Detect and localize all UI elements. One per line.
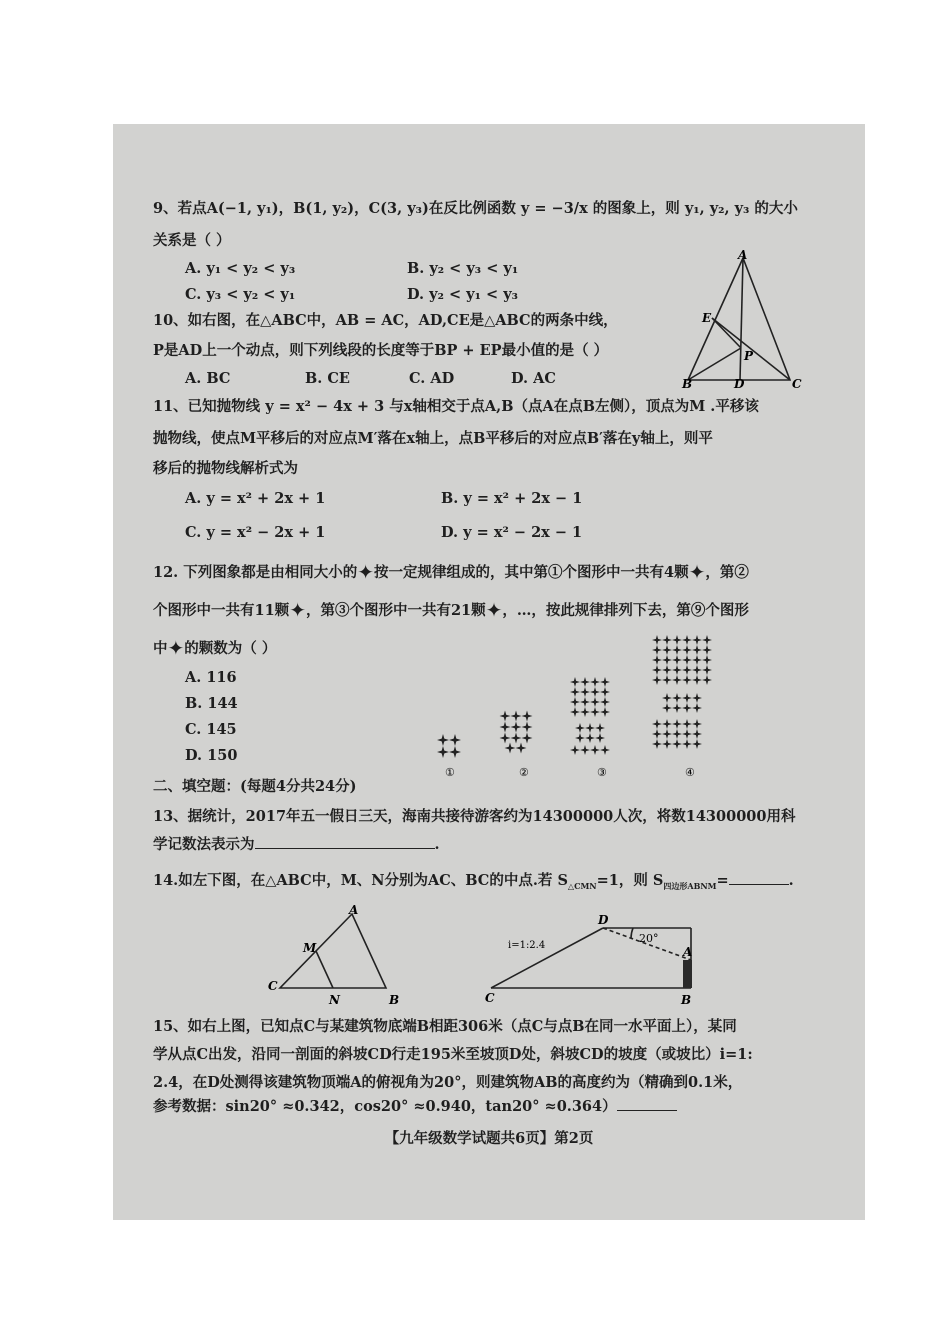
q15-label-d: D bbox=[598, 913, 609, 927]
q13-line2: 学记数法表示为 . bbox=[153, 836, 440, 853]
star-mark bbox=[682, 645, 692, 655]
star-mark bbox=[692, 719, 702, 729]
star-mark bbox=[662, 719, 672, 729]
q15-line3: 2.4，在D处测得该建筑物顶端A的俯视角为20°，则建筑物AB的高度约为（精确到0.1米， bbox=[153, 1074, 743, 1091]
q12-line2: 个图形中一共有11颗✦，第③个图形中一共有21颗✦，…，按此规律排列下去，第⑨个图形 bbox=[153, 598, 749, 622]
q12-star-pattern-figure bbox=[435, 632, 735, 778]
star-mark bbox=[511, 733, 522, 744]
star-mark bbox=[682, 719, 692, 729]
q15-line2: 学从点C出发，沿同一剖面的斜坡CD行走195米至坡顶D处，斜坡CD的坡度（或坡比）i=1: bbox=[153, 1046, 753, 1063]
star-mark bbox=[580, 745, 590, 755]
star-mark bbox=[692, 635, 702, 645]
star-mark bbox=[662, 655, 672, 665]
q14-label-b: B bbox=[389, 993, 400, 1007]
star-mark bbox=[500, 733, 511, 744]
q9-line1: 9、若点A(−1, y₁)，B(1, y₂)，C(3, y₃)在反比例函数 y = −3/x 的图象上，则 y₁, y₂, y₃ 的大小 bbox=[153, 200, 798, 217]
star-mark bbox=[672, 655, 682, 665]
q10-label-d: D bbox=[734, 377, 745, 390]
q15-slope-figure bbox=[483, 904, 713, 1010]
q12-line3: 中✦的颗数为（ ） bbox=[153, 636, 277, 660]
star-mark bbox=[662, 665, 672, 675]
star-mark bbox=[449, 746, 461, 758]
q9-option-c: C. y₃ < y₂ < y₁ bbox=[185, 286, 296, 303]
star-mark bbox=[682, 693, 692, 703]
q15-building bbox=[683, 960, 692, 988]
sparkle-icon: ✦ bbox=[289, 598, 306, 622]
star-mark bbox=[437, 734, 449, 746]
q14-answer-blank[interactable] bbox=[729, 884, 789, 885]
star-mark bbox=[652, 719, 662, 729]
star-mark bbox=[682, 655, 692, 665]
star-mark bbox=[580, 687, 590, 697]
q15-label-c: C bbox=[485, 991, 495, 1005]
star-mark bbox=[449, 734, 461, 746]
star-mark bbox=[662, 675, 672, 685]
star-mark bbox=[590, 687, 600, 697]
star-mark bbox=[672, 693, 682, 703]
star-mark bbox=[580, 707, 590, 717]
q12-fig-label-4: ④ bbox=[685, 766, 695, 778]
star-mark bbox=[692, 693, 702, 703]
q12-option-c: C. 145 bbox=[185, 721, 237, 738]
star-mark bbox=[662, 693, 672, 703]
star-mark bbox=[522, 711, 533, 722]
star-mark bbox=[575, 723, 585, 733]
q11-option-b: B. y = x² + 2x − 1 bbox=[441, 490, 583, 507]
star-mark bbox=[682, 703, 692, 713]
star-mark bbox=[500, 711, 511, 722]
star-mark bbox=[682, 635, 692, 645]
star-mark bbox=[600, 697, 610, 707]
q12-option-a: A. 116 bbox=[185, 669, 237, 686]
q9-line2: 关系是（ ） bbox=[153, 232, 231, 249]
star-mark bbox=[692, 645, 702, 655]
q15-line4: 参考数据：sin20° ≈0.342，cos20° ≈0.940，tan20° ≈0.364） bbox=[153, 1098, 677, 1116]
star-mark bbox=[590, 677, 600, 687]
q15-label-b: B bbox=[681, 993, 692, 1007]
star-mark bbox=[505, 743, 516, 754]
q10-label-b: B bbox=[682, 377, 693, 390]
star-mark bbox=[652, 729, 662, 739]
star-mark bbox=[652, 655, 662, 665]
q11-option-c: C. y = x² − 2x + 1 bbox=[185, 524, 326, 541]
star-mark bbox=[511, 722, 522, 733]
star-mark bbox=[672, 703, 682, 713]
star-mark bbox=[600, 707, 610, 717]
q10-label-a: A bbox=[738, 250, 748, 262]
q11-line2: 抛物线，使点M平移后的对应点M′落在x轴上，点B平移后的对应点B′落在y轴上，则平 bbox=[153, 430, 713, 447]
star-mark bbox=[580, 697, 590, 707]
star-mark bbox=[702, 675, 712, 685]
q10-option-b: B. CE bbox=[305, 370, 350, 387]
q10-triangle-figure bbox=[678, 250, 808, 390]
star-mark bbox=[575, 733, 585, 743]
q11-option-a: A. y = x² + 2x + 1 bbox=[185, 490, 326, 507]
section-fill-in-title: 二、填空题：(每题4分共24分) bbox=[153, 778, 357, 795]
star-mark bbox=[652, 635, 662, 645]
q15-angle-label: 20° bbox=[639, 932, 659, 945]
star-mark bbox=[500, 722, 511, 733]
star-mark bbox=[702, 655, 712, 665]
star-mark bbox=[437, 746, 449, 758]
star-mark bbox=[692, 739, 702, 749]
q12-fig-label-2: ② bbox=[519, 766, 529, 778]
q14-label-a: A bbox=[349, 904, 359, 917]
star-mark bbox=[585, 723, 595, 733]
star-mark bbox=[692, 729, 702, 739]
star-mark bbox=[595, 723, 605, 733]
star-mark bbox=[662, 729, 672, 739]
q11-option-d: D. y = x² − 2x − 1 bbox=[441, 524, 583, 541]
star-mark bbox=[672, 719, 682, 729]
star-mark bbox=[580, 677, 590, 687]
star-mark bbox=[662, 645, 672, 655]
q12-option-b: B. 144 bbox=[185, 695, 238, 712]
q15-answer-blank[interactable] bbox=[617, 1110, 677, 1111]
q9-option-b: B. y₂ < y₃ < y₁ bbox=[407, 260, 519, 277]
q12-fig-label-1: ① bbox=[445, 766, 455, 778]
star-mark bbox=[692, 665, 702, 675]
q12-line1: 12. 下列图象都是由相同大小的✦按一定规律组成的，其中第①个图形中一共有4颗✦，第② bbox=[153, 560, 749, 584]
q9-option-d: D. y₂ < y₁ < y₃ bbox=[407, 286, 518, 303]
q10-label-e: E bbox=[702, 311, 712, 325]
star-mark bbox=[662, 703, 672, 713]
star-mark bbox=[570, 707, 580, 717]
star-mark bbox=[595, 733, 605, 743]
star-mark bbox=[600, 745, 610, 755]
star-mark bbox=[590, 707, 600, 717]
star-mark bbox=[590, 697, 600, 707]
star-mark bbox=[672, 665, 682, 675]
star-mark bbox=[672, 739, 682, 749]
star-mark bbox=[702, 645, 712, 655]
star-mark bbox=[585, 733, 595, 743]
q15-line1: 15、如右上图，已知点C与某建筑物底端B相距306米（点C与点B在同一水平面上），某同 bbox=[153, 1018, 737, 1035]
q10-option-d: D. AC bbox=[511, 370, 556, 387]
q14-label-m: M bbox=[303, 941, 317, 955]
star-mark bbox=[662, 739, 672, 749]
q15-slope-label: i=1:2.4 bbox=[508, 940, 546, 951]
star-mark bbox=[516, 743, 527, 754]
star-mark bbox=[600, 687, 610, 697]
star-mark bbox=[672, 729, 682, 739]
q10-line2: P是AD上一个动点，则下列线段的长度等于BP + EP最小值的是（ ） bbox=[153, 342, 609, 359]
star-mark bbox=[672, 675, 682, 685]
star-mark bbox=[702, 665, 712, 675]
q10-label-p: P bbox=[744, 349, 754, 363]
q10-label-c: C bbox=[792, 377, 802, 390]
q13-answer-blank[interactable] bbox=[255, 848, 435, 849]
star-mark bbox=[672, 645, 682, 655]
q14-triangle-figure bbox=[263, 904, 403, 1010]
star-mark bbox=[652, 739, 662, 749]
q14-label-n: N bbox=[329, 993, 340, 1007]
star-mark bbox=[570, 697, 580, 707]
sparkle-icon: ✦ bbox=[167, 636, 185, 660]
q13-line1: 13、据统计，2017年五一假日三天，海南共接待游客约为14300000人次，将数14300000用科 bbox=[153, 808, 796, 825]
q10-line1: 10、如右图，在△ABC中，AB = AC，AD,CE是△ABC的两条中线， bbox=[153, 312, 618, 329]
q11-line3: 移后的抛物线解析式为 bbox=[153, 460, 298, 477]
star-mark bbox=[570, 745, 580, 755]
q15-label-a: A bbox=[683, 945, 693, 959]
sparkle-icon: ✦ bbox=[485, 598, 503, 622]
q10-option-a: A. BC bbox=[185, 370, 231, 387]
q14-line1: 14.如左下图，在△ABC中，M、N分别为AC、BC的中点.若 $S_{\triangle CMN}=1$，则 $S_{四边形ABNM}=$ . bbox=[153, 872, 794, 891]
star-mark bbox=[702, 635, 712, 645]
q12-fig-label-3: ③ bbox=[597, 766, 607, 778]
star-mark bbox=[600, 677, 610, 687]
star-mark bbox=[682, 729, 692, 739]
star-mark bbox=[652, 675, 662, 685]
star-mark bbox=[682, 739, 692, 749]
star-mark bbox=[682, 675, 692, 685]
q9-option-a: A. y₁ < y₂ < y₃ bbox=[185, 260, 296, 277]
star-mark bbox=[692, 703, 702, 713]
star-mark bbox=[652, 645, 662, 655]
star-mark bbox=[590, 745, 600, 755]
star-mark bbox=[522, 733, 533, 744]
star-mark bbox=[692, 675, 702, 685]
star-mark bbox=[662, 635, 672, 645]
star-mark bbox=[652, 665, 662, 675]
exam-paper bbox=[113, 124, 865, 1220]
star-mark bbox=[522, 722, 533, 733]
star-mark bbox=[692, 655, 702, 665]
sparkle-icon: ✦ bbox=[357, 560, 375, 584]
star-mark bbox=[511, 711, 522, 722]
star-mark bbox=[672, 635, 682, 645]
star-mark bbox=[570, 677, 580, 687]
q11-line1: 11、已知抛物线 y = x² − 4x + 3 与x轴相交于点A,B（点A在点B左侧），顶点为M .平移该 bbox=[153, 398, 759, 415]
sparkle-icon: ✦ bbox=[688, 560, 706, 584]
q10-option-c: C. AD bbox=[409, 370, 455, 387]
star-mark bbox=[570, 687, 580, 697]
page-footer: 【九年级数学试题共6页】第2页 bbox=[384, 1130, 594, 1147]
q14-label-c: C bbox=[268, 979, 278, 993]
star-mark bbox=[682, 665, 692, 675]
q12-option-d: D. 150 bbox=[185, 747, 238, 764]
